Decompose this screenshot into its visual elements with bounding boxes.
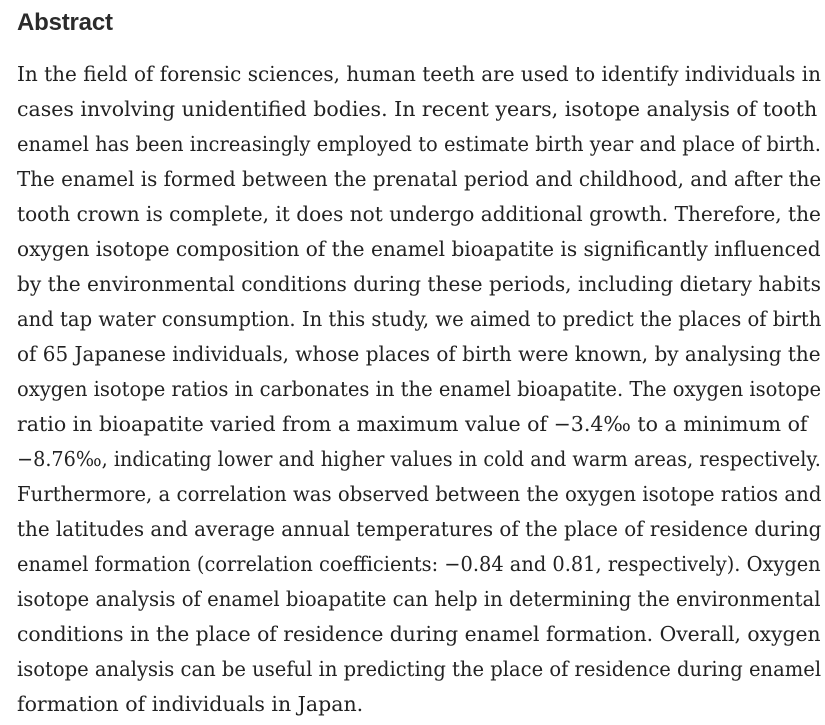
abstract-line: In the field of forensic sciences, human teeth are used to identify individuals in bbox=[17, 62, 822, 86]
abstract-line: and tap water consumption. In this study, we aimed to predict the places of birth bbox=[17, 307, 822, 331]
abstract-line: by the environmental conditions during these periods, including dietary habits bbox=[17, 272, 821, 296]
abstract-line: enamel has been increasingly employed to estimate birth year and place of birth. bbox=[17, 132, 821, 156]
abstract-line: ratio in bioapatite varied from a maximum value of −3.4‰ to a minimum of bbox=[17, 412, 808, 436]
abstract-line: cases involving unidentified bodies. In recent years, isotope analysis of tooth bbox=[17, 97, 818, 121]
abstract-line: Furthermore, a correlation was observed between the oxygen isotope ratios and bbox=[17, 482, 822, 506]
abstract-line: The enamel is formed between the prenatal period and childhood, and after the bbox=[17, 167, 822, 191]
abstract-line: isotope analysis of enamel bioapatite can help in determining the environmental bbox=[17, 587, 821, 611]
abstract-heading: Abstract bbox=[17, 9, 113, 36]
abstract-line: the latitudes and average annual temperatures of the place of residence during bbox=[17, 517, 822, 541]
abstract-body bbox=[17, 57, 821, 722]
abstract-line: formation of individuals in Japan. bbox=[17, 692, 364, 716]
abstract-line: tooth crown is complete, it does not undergo additional growth. Therefore, the bbox=[17, 202, 821, 226]
abstract-line: enamel formation (correlation coefficients: −0.84 and 0.81, respectively). Oxygen bbox=[17, 552, 821, 576]
abstract-line: conditions in the place of residence during enamel formation. Overall, oxygen bbox=[17, 622, 821, 646]
abstract-line: of 65 Japanese individuals, whose places of birth were known, by analysing the bbox=[17, 342, 821, 366]
abstract-line: isotope analysis can be useful in predicting the place of residence during enamel bbox=[17, 657, 822, 681]
abstract-line: oxygen isotope ratios in carbonates in the enamel bioapatite. The oxygen isotope bbox=[17, 377, 822, 401]
abstract-line: oxygen isotope composition of the enamel bioapatite is significantly influenced bbox=[17, 237, 821, 261]
abstract-line: −8.76‰, indicating lower and higher values in cold and warm areas, respectively. bbox=[17, 447, 821, 471]
